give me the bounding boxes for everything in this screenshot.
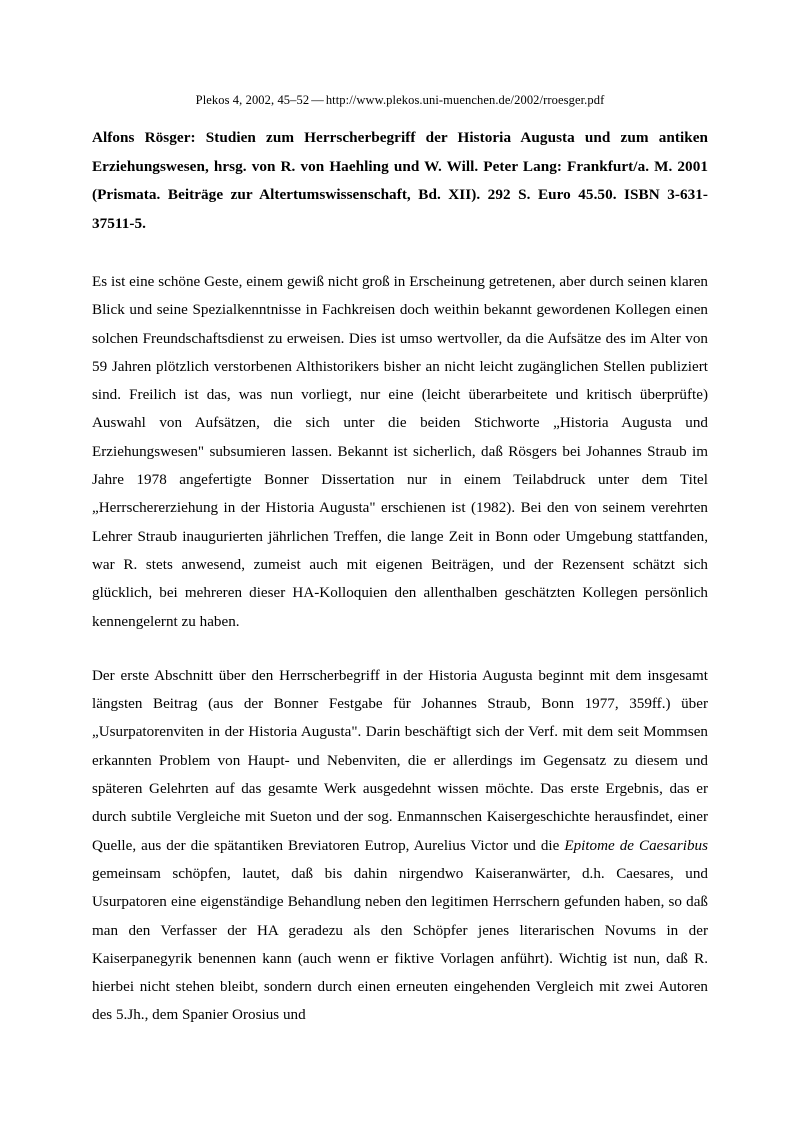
body-text	[92, 268, 708, 1030]
paragraph-2: Der erste Abschnitt über den Herrscherbegriff in der Historia Augusta beginnt mit dem insgesamt längsten Beitrag (aus der Bonner Festgabe für Johannes Straub, Bonn 1977, 359ff.) über „Usurpatorenviten in der Historia Augusta". Darin beschäftigt sich der Verf. mit dem seit Mommsen erkannten Problem von Haupt- und Nebenviten, die er allerdings im Gegensatz zu diesem und späteren Gelehrten auf das gesamte Werk ausgedehnt wissen möchte. Das erste Ergebnis, das er durch subtile Vergleiche mit Sueton und der sog. Enmannschen Kaisergeschichte herausfindet, einer Quelle, aus der die spätantiken Breviatoren Eutrop, Aurelius Victor und die Epitome de Caesaribus gemeinsam schöpfen, lautet, daß bis dahin nirgendwo Kaiseranwärter, d.h. Caesares, und Usurpatoren eine eigenständige Behandlung neben den legitimen Herrschern gefunden haben, so daß man den Verfasser der HA geradezu als den Schöpfer jenes literarischen Novums in der Kaiserpanegyrik benennen kann (auch wenn er fiktive Vorlagen anführt). Wichtig ist nun, daß R. hierbei nicht stehen bleibt, sondern durch einen erneuten eingehenden Vergleich mit zwei Autoren des 5.Jh., dem Spanier Orosius und	[92, 667, 708, 1024]
paragraph-1: Es ist eine schöne Geste, einem gewiß nicht groß in Erscheinung getretenen, aber durch seinen klaren Blick und seine Spezialkenntnisse in Fachkreisen doch weithin bekannt gewordenen Kollegen einen solchen Freundschaftsdienst zu erweisen. Dies ist umso wertvoller, da die Aufsätze des im Alter von 59 Jahren plötzlich verstorbenen Althistorikers bisher an nicht leicht zugänglichen Stellen publiziert sind. Freilich ist das, was nun vorliegt, nur eine (leicht überarbeitete und kritisch überprüfte) Auswahl von Aufsätzen, die sich unter die beiden Stichworte „Historia Augusta und Erziehungswesen" subsumieren lassen. Bekannt ist sicherlich, daß Rösgers bei Johannes Straub im Jahre 1978 angefertigte Bonner Dissertation nur in einem Teilabdruck unter dem Titel „Herrschererziehung in der Historia Augusta" erschienen ist (1982). Bei den von seinem verehrten Lehrer Straub inaugurierten jährlichen Treffen, die lange Zeit in Bonn oder Umgebung stattfanden, war R. stets anwesend, zumeist auch mit eigenen Beiträgen, und der Rezensent schätzt sich glücklich, bei mehreren dieser HA-Kolloquien den allenthalben geschätzten Kollegen persönlich kennengelernt zu haben.	[92, 274, 708, 630]
bibliographic-title: Alfons Rösger: Studien zum Herrscherbegriff der Historia Augusta und zum antiken Erziehungswesen, hrsg. von R. von Haehling und W. Will. Peter Lang: Frankfurt/a. M. 2001 (Prismata. Beiträge zur Altertumswissenschaft, Bd. XII). 292 S. Euro 45.50. ISBN 3-631-37511-5.	[92, 129, 708, 232]
running-head-separator: —	[311, 93, 324, 107]
running-head	[92, 92, 708, 108]
running-head-citation: Plekos 4, 2002, 45–52	[195, 93, 310, 107]
running-head-url: http://www.plekos.uni-muenchen.de/2002/rroesger.pdf	[325, 93, 605, 107]
italic-run: Epitome de Caesaribus	[564, 837, 708, 854]
